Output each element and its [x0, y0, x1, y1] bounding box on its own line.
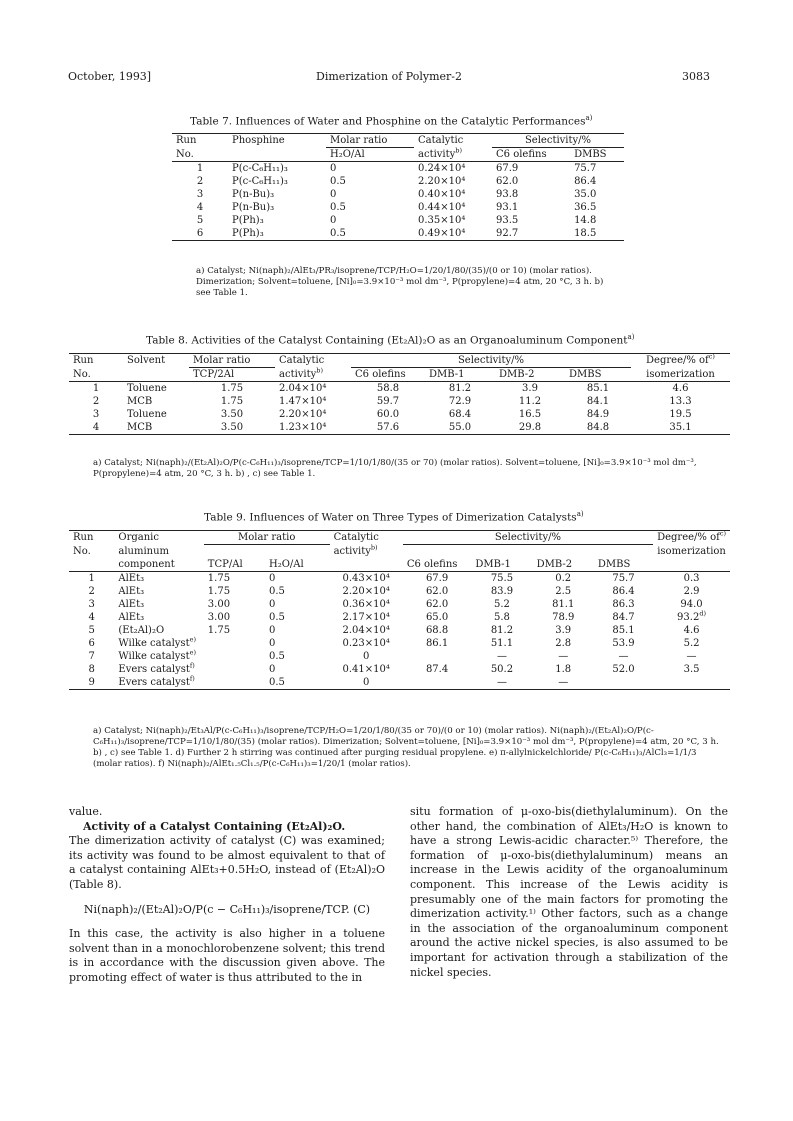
cell-tcp: 1.75 — [207, 625, 231, 636]
cell-c6: 68.8 — [425, 625, 449, 636]
table-row — [69, 585, 730, 598]
cell-dmb2: 81.1 — [552, 599, 575, 610]
t7-head-selectivity: Selectivity/% — [492, 134, 624, 148]
cell-h2o: 0.5 — [268, 677, 285, 688]
cell-c6: 62.0 — [425, 599, 449, 610]
cell-c6: 92.7 — [496, 228, 519, 239]
cell-c6: 67.9 — [403, 572, 471, 586]
t9-head-activity: activity$^{b)}$ — [333, 543, 378, 557]
table8 — [69, 353, 730, 435]
cell-dmb2: 2.5 — [555, 586, 572, 597]
cell-run: 2 — [196, 176, 204, 187]
cell-solvent: Toluene — [127, 409, 167, 420]
t8-head-isomerization: isomerization — [646, 368, 715, 380]
cell-dmbs — [594, 676, 653, 690]
t8-head-dmb2: DMB-2 — [499, 369, 535, 380]
cell-activity: 0.24×10⁴ — [414, 162, 492, 176]
cell-dmb1: 81.2 — [425, 382, 495, 396]
section-heading: Activity of a Catalyst Containing (Et₂Al)₂O. — [83, 819, 346, 833]
t9-head-tcp: TCP/Al — [207, 559, 243, 570]
table-row — [69, 421, 730, 435]
cell-isomerization: 4.6 — [683, 625, 700, 636]
cell-ratio: 0 — [326, 162, 414, 176]
cell-isomerization: 93.2$^{d)}$ — [677, 609, 707, 623]
cell-dmbs: 36.5 — [574, 202, 597, 213]
cell-dmb2: 29.8 — [518, 422, 542, 433]
cell-solvent: MCB — [127, 422, 153, 433]
t7-head-dmbs: DMBS — [574, 149, 607, 160]
cell-c6: 59.7 — [376, 396, 400, 407]
cell-dmbs: 86.3 — [612, 599, 635, 610]
table8-caption: Table 8. Activities of the Catalyst Containing (Et₂Al)₂O as an Organoaluminum Component$^{a)}$ — [146, 333, 635, 347]
cell-component: Evers catalyst$^{f)}$ — [118, 661, 195, 675]
cell-dmb2: 78.9 — [552, 612, 575, 623]
cell-dmb1: 81.2 — [490, 625, 514, 636]
cell-phosphine: P(Ph)₃ — [232, 228, 264, 239]
table-row — [172, 188, 624, 201]
cell-dmbs: 75.7 — [570, 162, 624, 176]
cell-dmb2: 0.2 — [533, 572, 594, 586]
t8-head-c6: C6 olefins — [355, 369, 406, 380]
cell-run: 5 — [88, 625, 95, 636]
cell-dmbs: 84.1 — [586, 396, 610, 407]
cell-dmbs: 84.9 — [586, 409, 610, 420]
cell-isomerization: 35.1 — [669, 422, 692, 433]
cell-phosphine: P(Ph)₃ — [232, 215, 264, 226]
t9-head-isomerization: isomerization — [657, 545, 726, 557]
cell-activity: 0.36×10⁴ — [342, 599, 390, 610]
cell-dmb2: 2.8 — [555, 638, 572, 649]
cell-tcp — [204, 637, 265, 650]
t9-head-dmbs: DMBS — [597, 559, 631, 570]
t8-head-run: Run — [73, 355, 94, 367]
t7-head-activity: activity$^{b)}$ — [418, 146, 462, 160]
cell-activity: 0 — [363, 651, 370, 662]
cell-dmb1: — — [496, 651, 507, 662]
cell-run: 1 — [172, 162, 228, 176]
t7-head-phosphine: Phosphine — [232, 135, 285, 147]
cell-run: 1 — [69, 382, 123, 396]
cell-c6: 93.8 — [496, 189, 519, 200]
cell-dmbs: 85.1 — [612, 625, 635, 636]
table-row — [172, 162, 624, 176]
cell-isomerization: 13.3 — [669, 396, 692, 407]
cell-ratio: 0 — [330, 215, 337, 226]
cell-component: Wilke catalyst$^{e)}$ — [118, 635, 196, 649]
cell-h2o: 0 — [268, 664, 276, 675]
cell-dmb2: 11.2 — [518, 396, 542, 407]
cell-activity: 1.47×10⁴ — [279, 396, 327, 407]
table9-caption: Table 9. Influences of Water on Three Types of Dimerization Catalysts$^{a)}$ — [204, 510, 584, 524]
cell-component: Evers catalyst$^{f)}$ — [118, 674, 195, 688]
cell-c6: 60.0 — [376, 409, 400, 420]
cell-activity: 2.17×10⁴ — [342, 612, 390, 623]
cell-c6: 93.5 — [496, 215, 519, 226]
cell-h2o: 0.5 — [268, 586, 285, 597]
table-row — [69, 663, 730, 676]
t9-head-component: component — [118, 559, 175, 570]
page-number: 3083 — [682, 70, 710, 83]
cell-dmb2: 1.8 — [555, 664, 572, 675]
cell-dmb1: 5.2 — [493, 599, 510, 610]
t8-head-catalytic: Catalytic — [279, 355, 325, 367]
t8-head-selectivity: Selectivity/% — [351, 354, 631, 368]
cell-dmb2: — — [558, 677, 569, 688]
cell-run: 3 — [88, 599, 95, 610]
t9-head-degree: Degree/% $of^{c)}$ — [657, 529, 726, 544]
equation-c: Ni(naph)₂/(Et₂Al)₂O/P(c − C₆H₁₁)₃/isoprene/TCP. (C) — [83, 902, 371, 916]
cell-isomerization: 19.5 — [669, 409, 692, 420]
cell-run: 1 — [69, 572, 114, 586]
cell-ratio: 1.75 — [220, 396, 244, 407]
table-row — [172, 227, 624, 241]
cell-run: 3 — [92, 409, 100, 420]
cell-dmbs: 86.4 — [612, 586, 635, 597]
cell-solvent: MCB — [127, 396, 153, 407]
journal-date: October, 1993] — [68, 70, 152, 83]
cell-h2o: 0 — [268, 638, 276, 649]
table-row — [172, 214, 624, 227]
cell-run: 3 — [196, 189, 204, 200]
table-row — [69, 395, 730, 408]
cell-activity: 0.41×10⁴ — [342, 664, 390, 675]
t7-head-molar: Molar ratio — [326, 134, 414, 148]
cell-c6: 65.0 — [425, 612, 449, 623]
cell-activity: 2.20×10⁴ — [418, 176, 466, 187]
cell-tcp: 3.00 — [207, 599, 231, 610]
cell-tcp: 1.75 — [204, 572, 265, 586]
table-row — [69, 572, 730, 586]
cell-c6: 87.4 — [425, 664, 449, 675]
left-column — [69, 805, 385, 986]
table-row — [172, 201, 624, 214]
cell-run: 7 — [88, 651, 95, 662]
cell-phosphine: P(c-C₆H₁₁)₃ — [228, 162, 326, 176]
cell-dmbs: 35.0 — [574, 189, 597, 200]
cell-c6: 57.6 — [376, 422, 400, 433]
cell-c6: 86.1 — [425, 638, 449, 649]
cell-c6: 58.8 — [351, 382, 425, 396]
table9-footnote: a) Catalyst; Ni(naph)₂/Et₃Al/P(c-C₆H₁₁)₃/isoprene/TCP/H₂O=1/20/1/80/(35 or 70)/(0 or 10) (molar ratios). Ni(naph)₂/(Et₂Al)₂O/P(c-C₆H₁₁)₃/isoprene/TCP=1/10/1/80/(35) (molar ratios). Dimerization; Solvent=toluene, [Ni]₀=3.9×10⁻³ mol dm⁻³, P(propylene)=4 atm, 20 °C, 3 h. b) , c) see Table 1. d) Further 2 h stirring was continued after purging residual propylene. e) π-allylnickelchloride/ P(c-C₆H₁₁)₃/AlCl₃=1/1/3 (molar ratios). f) Ni(naph)₂/AlEt₁.₅Cl₁.₅/P(c-C₆H₁₁)₃=1/20/1 (molar ratios). — [93, 726, 719, 769]
cell-h2o: 0.5 — [268, 651, 285, 662]
t8-head-tcp: TCP/2Al — [193, 369, 235, 380]
cell-dmb1: — — [496, 677, 507, 688]
cell-dmb1: 51.1 — [490, 638, 514, 649]
cell-dmb2: 16.5 — [518, 409, 542, 420]
cell-run: 4 — [196, 202, 204, 213]
t9-head-h2o: H₂O/Al — [268, 559, 304, 570]
cell-isomerization: 0.3 — [653, 572, 730, 586]
t9-head-selectivity: Selectivity/% — [403, 531, 653, 545]
cell-component: Wilke catalyst$^{e)}$ — [118, 648, 196, 662]
cell-activity: 0.40×10⁴ — [418, 189, 466, 200]
cell-ratio: 0 — [330, 189, 337, 200]
t7-head-no: No. — [176, 148, 194, 160]
running-title: Dimerization of Polymer-2 — [316, 70, 462, 83]
cell-activity: 0.43×10⁴ — [330, 572, 403, 586]
cell-activity: 2.20×10⁴ — [279, 409, 327, 420]
table-row — [172, 175, 624, 188]
t8-head-dmb1: DMB-1 — [429, 369, 465, 380]
cell-dmbs: 86.4 — [574, 176, 597, 187]
cell-h2o: 0 — [268, 599, 276, 610]
t9-head-aluminum: aluminum — [118, 545, 170, 557]
cell-isomerization: 5.2 — [683, 638, 700, 649]
cell-dmbs: 14.8 — [574, 215, 597, 226]
cell-component: AlEt₃ — [114, 572, 203, 586]
t9-head-no: No. — [73, 545, 91, 557]
table-row — [69, 676, 730, 690]
cell-activity: 0.44×10⁴ — [418, 202, 466, 213]
paragraph-value: value. — [69, 805, 103, 818]
cell-run: 2 — [92, 396, 100, 407]
cell-h2o: 0 — [268, 625, 276, 636]
cell-c6: 62.0 — [496, 176, 519, 187]
cell-activity: 1.23×10⁴ — [279, 422, 327, 433]
cell-dmb2: — — [558, 651, 569, 662]
t7-head-c6: C6 olefins — [496, 149, 547, 160]
cell-dmb1: 5.8 — [493, 612, 510, 623]
t9-head-dmb2: DMB-2 — [536, 559, 573, 570]
right-column — [410, 805, 728, 980]
cell-dmb1: 50.2 — [490, 664, 514, 675]
cell-dmb1: 75.5 — [471, 572, 532, 586]
table9 — [69, 530, 730, 690]
cell-c6 — [403, 676, 471, 690]
cell-activity: 0.23×10⁴ — [342, 638, 390, 649]
cell-tcp: 3.00 — [207, 612, 231, 623]
t9-head-run: Run — [73, 532, 94, 544]
cell-c6: 93.1 — [496, 202, 519, 213]
cell-activity: 0 — [363, 677, 370, 688]
cell-dmbs: 53.9 — [612, 638, 635, 649]
cell-h2o: 0.5 — [268, 612, 285, 623]
cell-dmbs: 85.1 — [565, 382, 631, 396]
cell-isomerization: 2.9 — [683, 586, 700, 597]
t7-head-run: Run — [176, 135, 197, 147]
table8-footnote: a) Catalyst; Ni(naph)₂/(Et₂Al)₂O/P(c-C₆H₁₁)₃/isoprene/TCP=1/10/1/80/(35 or 70) (molar ratios). Solvent=toluene, [Ni]₀=3.9×10⁻³ mol dm⁻³, P(propylene)=4 atm, 20 °C, 3 h. b) , c) see Table 1. — [93, 458, 697, 479]
t8-head-molar: Molar ratio — [189, 354, 275, 368]
cell-run: 4 — [88, 612, 95, 623]
cell-dmb1: 72.9 — [448, 396, 472, 407]
cell-isomerization: — — [686, 651, 697, 662]
cell-ratio: 0.5 — [330, 176, 346, 187]
paragraph-catalyst-c: The dimerization activity of catalyst (C) was examined; its activity was found to be almost equivalent to that of a catalyst containing AlEt₃+0.5H₂O, instead of (Et₂Al)₂O (Table 8). — [69, 834, 385, 891]
cell-run: 4 — [92, 422, 100, 433]
cell-ratio: 0.5 — [330, 202, 346, 213]
cell-ratio: 3.50 — [220, 409, 244, 420]
cell-run: 5 — [196, 215, 204, 226]
cell-tcp: 1.75 — [207, 586, 231, 597]
table-row — [69, 382, 730, 396]
table-row — [69, 598, 730, 611]
t9-head-molar: Molar ratio — [204, 531, 330, 545]
cell-phosphine: P(c-C₆H₁₁)₃ — [232, 176, 288, 187]
cell-dmbs: 52.0 — [612, 664, 635, 675]
cell-dmbs: 84.7 — [612, 612, 635, 623]
table7 — [172, 133, 624, 241]
cell-solvent: Toluene — [123, 382, 189, 396]
t8-head-activity: activity$^{b)}$ — [279, 366, 323, 380]
table-row — [69, 408, 730, 421]
cell-run: 6 — [196, 228, 204, 239]
cell-run: 6 — [88, 638, 95, 649]
table7-footnote: a) Catalyst; Ni(naph)₂/AlEt₃/PR₃/isoprene/TCP/H₂O=1/20/1/80/(35)/(0 or 10) (molar ratios). Dimerization; Solvent=toluene, [Ni]₀=3.9×10⁻³ mol dm⁻³, P(propylene)=4 atm, 20 °C, 3 h. b) see Table 1. — [196, 266, 604, 298]
table-row — [69, 624, 730, 637]
t9-head-dmb1: DMB-1 — [475, 559, 511, 570]
cell-dmbs: — — [618, 651, 629, 662]
table-row — [69, 650, 730, 663]
cell-tcp — [204, 663, 265, 676]
cell-tcp — [204, 676, 265, 690]
t7-head-h2o: H₂O/Al — [330, 149, 365, 160]
cell-component: AlEt₃ — [118, 586, 145, 597]
cell-activity: 2.20×10⁴ — [342, 586, 390, 597]
cell-component: AlEt₃ — [118, 599, 145, 610]
page-header — [68, 70, 710, 86]
cell-run: 8 — [88, 664, 95, 675]
cell-dmbs: 18.5 — [574, 228, 597, 239]
cell-dmbs: 84.8 — [586, 422, 610, 433]
table7-caption: Table 7. Influences of Water and Phosphine on the Catalytic Performances$^{a)}$ — [190, 114, 593, 128]
cell-ratio: 3.50 — [220, 422, 244, 433]
table-row — [69, 611, 730, 624]
cell-tcp — [204, 650, 265, 663]
cell-component: AlEt₃ — [118, 612, 145, 623]
cell-run: 2 — [88, 586, 95, 597]
cell-dmb2: 3.9 — [495, 382, 565, 396]
t9-head-c6: C6 olefins — [406, 559, 458, 570]
cell-c6 — [403, 650, 471, 663]
t8-head-solvent: Solvent — [127, 355, 166, 367]
t9-head-organic: Organic — [118, 532, 159, 544]
cell-dmb1: 83.9 — [490, 586, 514, 597]
cell-c6: 62.0 — [425, 586, 449, 597]
cell-dmb2: 3.9 — [555, 625, 572, 636]
cell-phosphine: P(n-Bu)₃ — [232, 202, 275, 213]
paragraph-lewis-acidity: situ formation of μ-oxo-bis(diethylaluminum). On the other hand, the combination of AlEt₃/H₂O is known to have a strong Lewis-acidic character.⁵⁾ Therefore, the formation of μ-oxo-bis(diethylaluminum) means an increase in the Lewis acidity of the organoaluminum component. This increase of the Lewis acidity is presumably one of the main factors for promoting the dimerization activity.¹⁾ Other factors, such as a change in the association of the organoaluminum component around the active nickel species, is also assumed to be important for activation through a stabilization of the nickel species. — [410, 805, 728, 979]
cell-activity: 2.04×10⁴ — [275, 382, 351, 396]
cell-h2o: 0 — [265, 572, 330, 586]
cell-isomerization: 3.5 — [683, 664, 700, 675]
table-row — [69, 637, 730, 650]
t8-head-degree: Degree/% $of^{c)}$ — [646, 352, 715, 367]
cell-dmb1: 68.4 — [448, 409, 472, 420]
cell-run: 9 — [88, 677, 95, 688]
cell-phosphine: P(n-Bu)₃ — [232, 189, 275, 200]
t8-head-dmbs: DMBS — [569, 369, 602, 380]
cell-activity: 2.04×10⁴ — [342, 625, 390, 636]
cell-component: (Et₂Al)₂O — [118, 625, 165, 636]
cell-isomerization: 4.6 — [631, 382, 730, 396]
cell-activity: 0.35×10⁴ — [418, 215, 466, 226]
cell-dmb1: 55.0 — [448, 422, 472, 433]
t8-head-no: No. — [73, 368, 91, 380]
cell-ratio: 1.75 — [189, 382, 275, 396]
t9-head-catalytic: Catalytic — [333, 532, 379, 544]
paragraph-solvent: In this case, the activity is also higher in a toluene solvent than in a monochlorobenzene solvent; this trend is in accordance with the discussion given above. The promoting effect of water is thus attributed to the in — [69, 927, 385, 984]
cell-isomerization: 94.0 — [680, 599, 703, 610]
cell-ratio: 0.5 — [330, 228, 346, 239]
cell-dmbs: 75.7 — [594, 572, 653, 586]
cell-activity: 0.49×10⁴ — [418, 228, 466, 239]
cell-c6: 67.9 — [492, 162, 570, 176]
cell-isomerization — [653, 676, 730, 690]
t7-head-catalytic: Catalytic — [418, 135, 464, 147]
